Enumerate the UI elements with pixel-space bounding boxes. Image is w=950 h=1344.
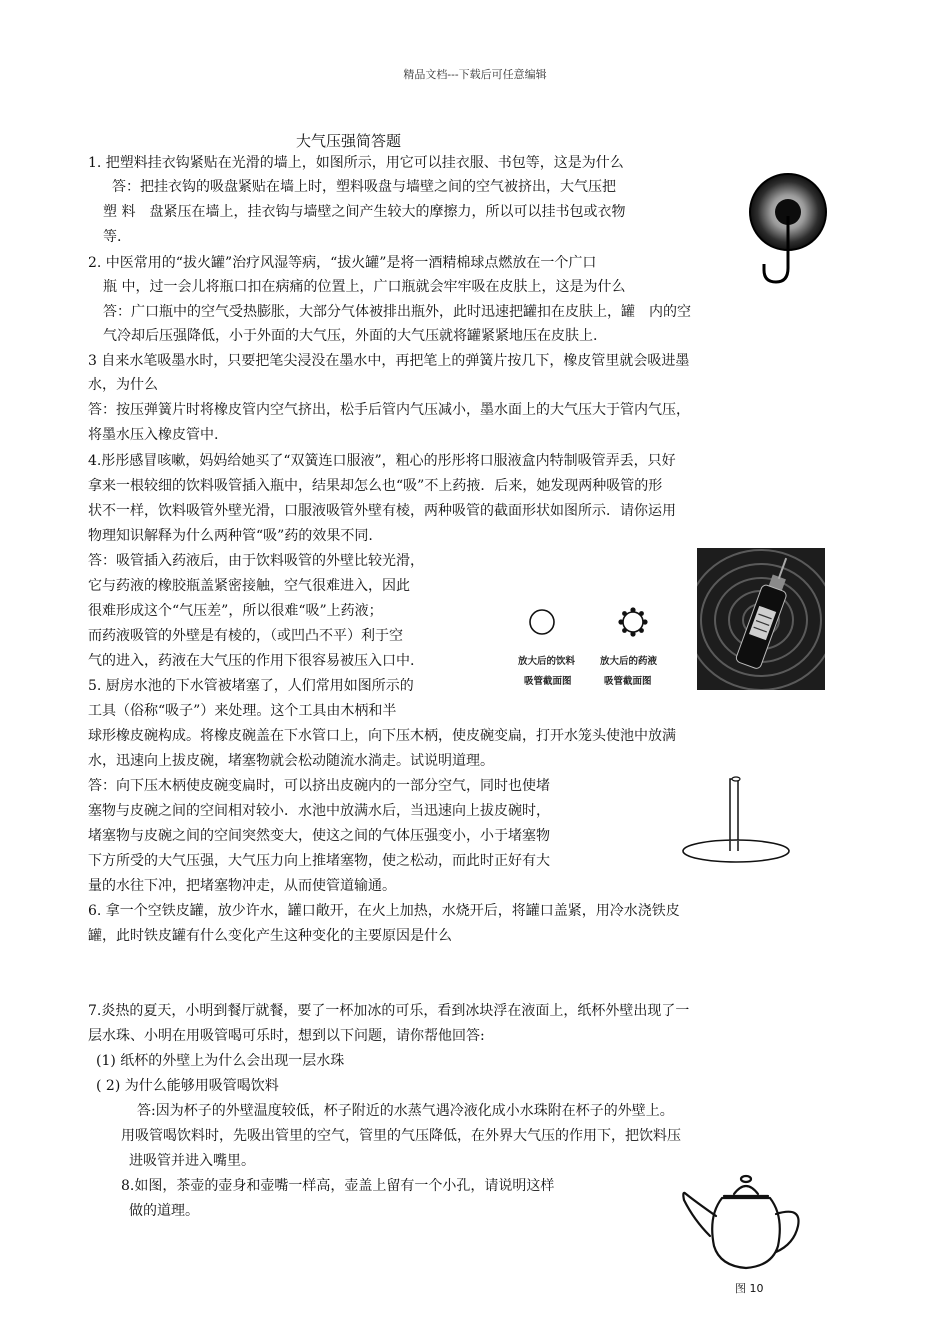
q5-line-1: 5. 厨房水池的下水管被堵塞了，人们常用如图所示的 xyxy=(88,678,414,694)
straw-cross-section-figure xyxy=(512,600,692,696)
q3-line-1: 3 自来水笔吸墨水时，只要把笔尖浸没在墨水中，再把笔上的弹簧片按几下，橡皮管里就会吸进墨 xyxy=(88,353,690,369)
ridged-straw-caption-2: 吸管截面图 xyxy=(604,676,652,687)
medicine-bottle-photo xyxy=(697,548,825,690)
q7-answer-line-3: 进吸管并进入嘴里。 xyxy=(129,1153,255,1169)
q5-answer-line-5: 量的水往下冲，把堵塞物冲走，从而使管道输通。 xyxy=(88,878,396,894)
q7-line-2: 层水珠、小明在用吸管喝可乐时，想到以下问题，请你帮他回答: xyxy=(88,1028,485,1044)
ridged-straw-section xyxy=(618,607,647,636)
q8-line-2: 做的道理。 xyxy=(129,1203,199,1219)
q4-answer-line-3: 很难形成这个“气压差”，所以很难“吸”上药液； xyxy=(88,603,383,619)
q6-line-1: 6. 拿一个空铁皮罐，放少许水，罐口敞开，在火上加热，水烧开后，将罐口盖紧，用冷水浇铁皮 xyxy=(88,903,680,919)
q5-answer-line-3: 堵塞物与皮碗之间的空间突然变大，使这之间的气体压强变小，小于堵塞物 xyxy=(88,828,550,844)
q2-answer-line-1: 答：广口瓶中的空气受热膨胀，大部分气体被排出瓶外，此时迅速把罐扣在皮肤上，罐 内的空 xyxy=(103,304,691,320)
q4-answer-line-1: 答：吸管插入药液后，由于饮料吸管的外壁比较光滑， xyxy=(88,553,424,569)
page-title: 大气压强简答题 xyxy=(296,132,402,150)
q5-line-2: 工具（俗称“吸子”）来处理。这个工具由木柄和半 xyxy=(88,703,397,719)
q5-answer-line-2: 塞物与皮碗之间的空间相对较小．水池中放满水后，当迅速向上拔皮碗时， xyxy=(88,803,550,819)
q5-answer-line-4: 下方所受的大气压强，大气压力向上推堵塞物，使之松动，而此时正好有大 xyxy=(88,853,550,869)
q4-answer-line-5: 气的进入，药液在大气压的作用下很容易被压入口中. xyxy=(88,653,415,669)
q7-answer-line-2: 用吸管喝饮料时，先吸出管里的空气，管里的气压降低，在外界大气压的作用下，把饮料压 xyxy=(121,1128,681,1144)
teapot-figure xyxy=(680,1170,814,1300)
ridged-straw-caption-1: 放大后的药液 xyxy=(600,656,658,667)
q5-line-4: 水，迅速向上拔皮碗，堵塞物就会松动随流水淌走。试说明道理。 xyxy=(88,753,494,769)
q5-answer-line-1: 答：向下压木柄使皮碗变扁时，可以挤出皮碗内的一部分空气，同时也使堵 xyxy=(88,778,550,794)
q4-line-4: 物理知识解释为什么两种管“吸”药的效果不同. xyxy=(88,528,373,544)
plunger-figure xyxy=(678,775,794,869)
q7-subquestion-1: (1) 纸杯的外壁上为什么会出现一层水珠 xyxy=(96,1053,345,1069)
q6-line-2: 罐，此时铁皮罐有什么变化产生这种变化的主要原因是什么 xyxy=(88,928,452,944)
q7-line-1: 7.炎热的夏天，小明到餐厅就餐，要了一杯加冰的可乐，看到冰块浮在液面上，纸杯外壁出现了一 xyxy=(88,1003,690,1019)
q2-line-2: 瓶 中，过一会儿将瓶口扣在病痛的位置上，广口瓶就会牢牢吸在皮肤上，这是为什么 xyxy=(103,279,626,295)
q1-answer-line-1: 答：把挂衣钩的吸盘紧贴在墙上时，塑料吸盘与墙壁之间的空气被挤出，大气压把 xyxy=(112,179,616,195)
q4-line-2: 拿来一根较细的饮料吸管插入瓶中，结果却怎么也“吸”不上药掖．后来，她发现两种吸管的形 xyxy=(88,478,663,494)
q1-answer-line-3: 等. xyxy=(103,229,122,245)
q4-answer-line-4: 而药液吸管的外壁是有棱的，（或凹凸不平）利于空 xyxy=(88,628,403,644)
q4-line-3: 状不一样，饮料吸管外壁光滑，口服液吸管外壁有棱，两种吸管的截面形状如图所示．请你运用 xyxy=(88,503,676,519)
smooth-straw-caption-1: 放大后的饮料 xyxy=(518,656,576,667)
q2-line-1: 2. 中医常用的“拔火罐”治疗风湿等病，“拔火罐”是将一酒精棉球点燃放在一个广口 xyxy=(88,255,597,271)
q3-answer-line-2: 将墨水压入橡皮管中. xyxy=(88,427,219,443)
q8-line-1: 8.如图，茶壶的壶身和壶嘴一样高，壶盖上留有一个小孔，请说明这样 xyxy=(121,1178,555,1194)
q2-answer-line-2: 气冷却后压强降低，小于外面的大气压，外面的大气压就将罐紧紧地压在皮肤上. xyxy=(103,328,598,344)
q5-line-3: 球形橡皮碗构成。将橡皮碗盖在下水管口上，向下压木柄，使皮碗变扁，打开水笼头使池中放满 xyxy=(88,728,676,744)
q7-subquestion-2: ( 2) 为什么能够用吸管喝饮料 xyxy=(96,1078,279,1094)
q4-line-1: 4.彤彤感冒咳嗽，妈妈给她买了“双簧连口服液”，粗心的彤彤将口服液盒内特制吸管弄丢，只好 xyxy=(88,453,676,469)
q7-answer-line-1: 答:因为杯子的外壁温度较低，杯子附近的水蒸气遇冷液化成小水珠附在杯子的外壁上。 xyxy=(137,1103,674,1119)
q1-answer-line-2: 塑 料 盘紧压在墙上，挂衣钩与墙壁之间产生较大的摩擦力，所以可以挂书包或衣物 xyxy=(103,204,626,220)
smooth-straw-caption-2: 吸管截面图 xyxy=(524,676,572,687)
teapot-caption: 图 10 xyxy=(735,1282,764,1295)
q3-answer-line-1: 答：按压弹簧片时将橡皮管内空气挤出，松手后管内气压减小，墨水面上的大气压大于管内气压， xyxy=(88,402,690,418)
q3-line-2: 水，为什么 xyxy=(88,377,158,393)
suction-hook-figure xyxy=(748,172,832,290)
page-header: 精品文档---下载后可任意编辑 xyxy=(403,68,547,81)
q1-line-1: 1. 把塑料挂衣钩紧贴在光滑的墙上，如图所示，用它可以挂衣服、书包等，这是为什么 xyxy=(88,155,624,171)
q4-answer-line-2: 它与药液的橡胶瓶盖紧密接触，空气很难进入，因此 xyxy=(88,578,410,594)
smooth-straw-section xyxy=(530,610,554,634)
